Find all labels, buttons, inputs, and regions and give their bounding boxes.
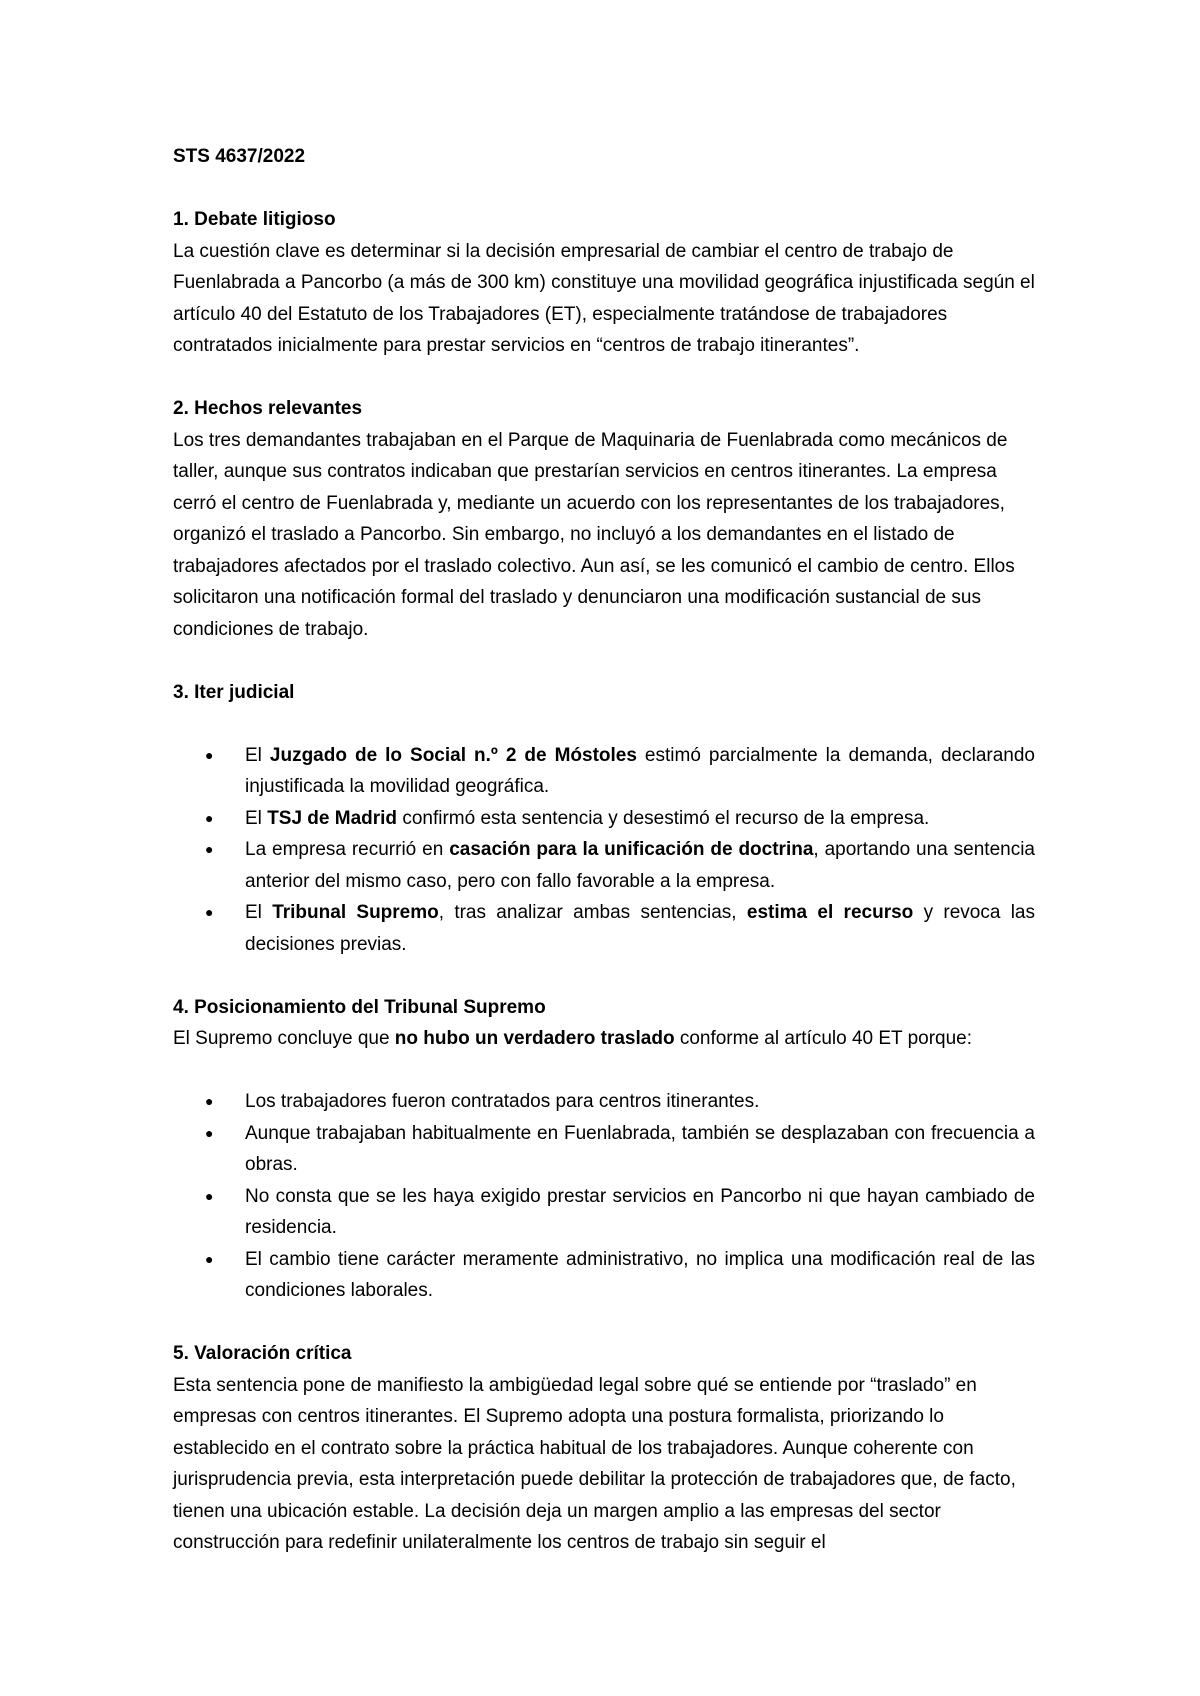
spacer — [173, 1055, 1035, 1087]
bullet-icon: ● — [205, 809, 214, 826]
spacer — [173, 1307, 1035, 1339]
spacer — [173, 960, 1035, 992]
spacer — [173, 708, 1035, 740]
bullet-icon: ● — [205, 904, 214, 920]
list-item: ● Aunque trabajaban habitualmente en Fuenlabrada, también se desplazaban con frecuencia a obras. — [173, 1118, 1035, 1181]
iter-list — [173, 740, 1035, 961]
spacer — [173, 173, 1035, 205]
section-heading-posicionamiento: 4. Posicionamiento del Tribunal Supremo — [173, 996, 546, 1018]
list-item: ● El Tribunal Supremo, tras analizar ambas sentencias, estima el recurso y revoca las decisiones previas. — [173, 897, 1035, 960]
list-item: ● El TSJ de Madrid confirmó esta sentencia y desestimó el recurso de la empresa. — [173, 803, 1035, 835]
section-heading-debate: 1. Debate litigioso — [173, 209, 336, 230]
bullet-icon: ● — [205, 1187, 214, 1204]
section-heading-iter: 3. Iter judicial — [173, 681, 295, 703]
list-item: ● El Juzgado de lo Social n.º 2 de Móstoles estimó parcialmente la demanda, declarando injustificada la movilidad geográfica. — [173, 740, 1035, 803]
list-item: ● El cambio tiene carácter meramente administrativo, no implica una modificación real de las condiciones laborales. — [173, 1244, 1035, 1307]
bullet-icon: ● — [205, 1124, 214, 1141]
section-text-valoracion: Esta sentencia pone de manifiesto la ambigüedad legal sobre qué se entiende por “traslado” en empresas con centros itinerantes. El Supremo adopta una postura formalista, priorizando lo establecido en el contrato sobre la práctica habitual de los trabajadores. Aunque coherente con jurisprudencia previa, esta interpretación puede debilitar la protección de trabajadores que, de facto, tienen una ubicación estable. La decisión deja un margen amplio a las empresas del sector construcción para redefinir unilateralmente los centros de trabajo sin seguir el — [173, 1374, 1016, 1553]
bullet-icon: ● — [205, 841, 214, 857]
document-page — [173, 141, 1035, 1559]
posicionamiento-list — [173, 1086, 1035, 1307]
section-text-debate: La cuestión clave es determinar si la decisión empresarial de cambiar el centro de trabajo de Fuenlabrada a Pancorbo (a más de 300 km) constituye una movilidad geográfica injustificada según el artículo 40 del Estatuto de los Trabajadores (ET), especialmente tratándose de trabajadores contratados inicialmente para prestar servicios en “centros de trabajo itinerantes”. — [173, 240, 1035, 356]
section-intro-posicionamiento: El Supremo concluye que no hubo un verdadero traslado conforme al artículo 40 ET porque: — [173, 1028, 973, 1049]
bullet-icon: ● — [205, 746, 214, 763]
spacer — [173, 645, 1035, 677]
document-title: STS 4637/2022 — [173, 146, 306, 167]
section-text-hechos: Los tres demandantes trabajaban en el Parque de Maquinaria de Fuenlabrada como mecánicos de taller, aunque sus contratos indicaban que prestarían servicios en centros itinerantes. La empresa cerró el centro de Fuenlabrada y, mediante un acuerdo con los representantes de los trabajadores, organizó el traslado a Pancorbo. Sin embargo, no incluyó a los demandantes en el listado de trabajadores afectados por el traslado colectivo. Aun así, se les comunicó el cambio de centro. Ellos solicitaron una notificación formal del traslado y denunciaron una modificación sustancial de sus condiciones de trabajo. — [173, 429, 1015, 640]
list-item: ● No consta que se les haya exigido prestar servicios en Pancorbo ni que hayan cambiado de residencia. — [173, 1181, 1035, 1244]
bullet-icon: ● — [205, 1093, 214, 1109]
list-item: ● La empresa recurrió en casación para la unificación de doctrina, aportando una sentencia anterior del mismo caso, pero con fallo favorable a la empresa. — [173, 834, 1035, 897]
bullet-icon: ● — [205, 1250, 214, 1267]
spacer — [173, 362, 1035, 394]
section-heading-valoracion: 5. Valoración crítica — [173, 1343, 352, 1364]
list-item: ● Los trabajadores fueron contratados para centros itinerantes. — [173, 1086, 1035, 1118]
section-heading-hechos: 2. Hechos relevantes — [173, 398, 363, 419]
